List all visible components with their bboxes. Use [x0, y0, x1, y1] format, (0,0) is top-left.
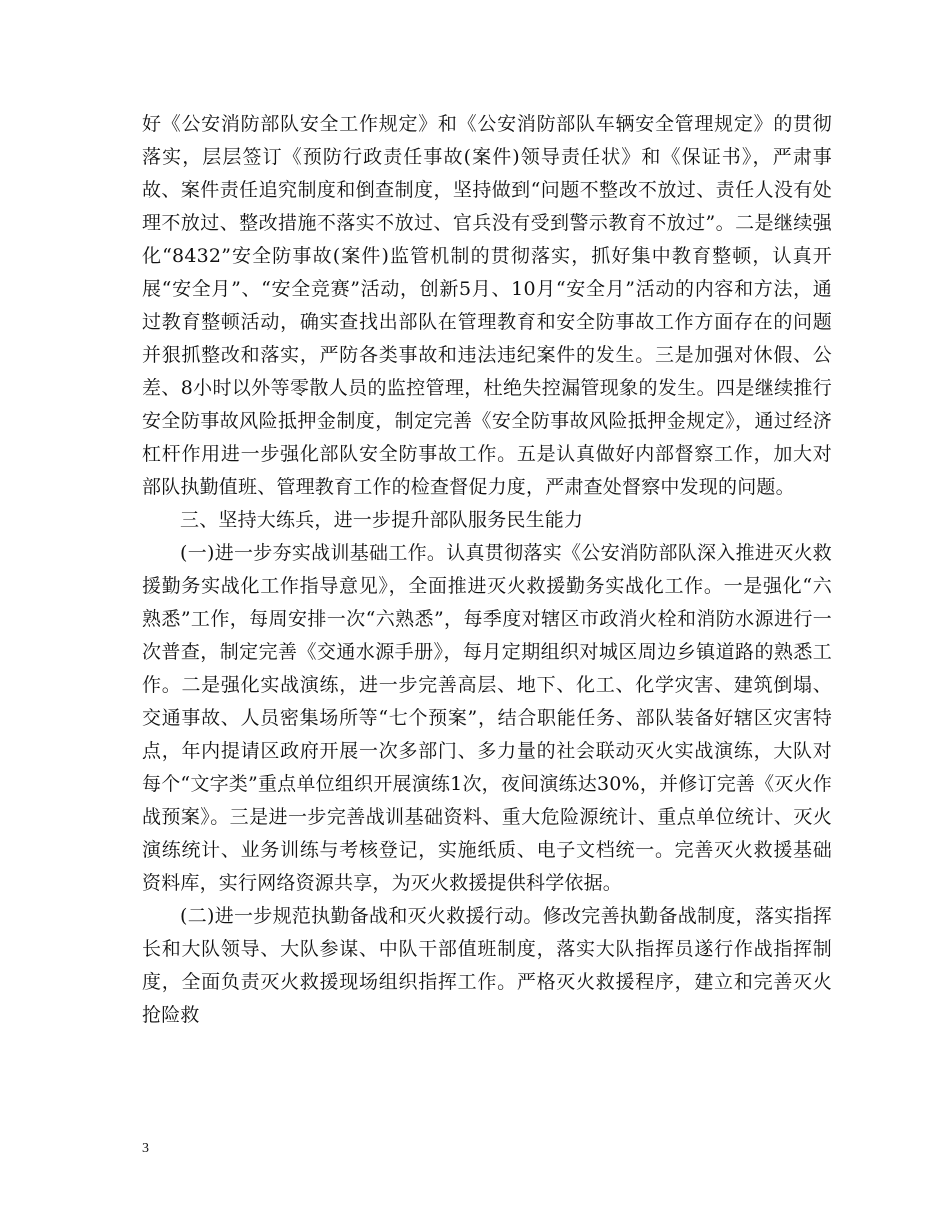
- section-heading: 三、坚持大练兵，进一步提升部队服务民生能力: [180, 509, 584, 531]
- document-body: [142, 108, 832, 1032]
- page-number: 3: [142, 1141, 149, 1156]
- paragraph: (二)进一步规范执勤备战和灭火救援行动。修改完善执勤备战制度，落实指挥长和大队领导、大队参谋、中队干部值班制度，落实大队指挥员遂行作战指挥制度，全面负责灭火救援现场组织指挥工作。严格灭火救援程序，建立和完善灭火抢险救: [142, 905, 832, 1026]
- paragraph: (一)进一步夯实战训基础工作。认真贯彻落实《公安消防部队深入推进灭火救援勤务实战化工作指导意见》，全面推进灭火救援勤务实战化工作。一是强化“六熟悉”工作，每周安排一次“六熟悉”，每季度对辖区市政消火栓和消防水源进行一次普查，制定完善《交通水源手册》，每月定期组织对城区周边乡镇道路的熟悉工作。二是强化实战演练，进一步完善高层、地下、化工、化学灾害、建筑倒塌、交通事故、人员密集场所等“七个预案”，结合职能任务、部队装备好辖区灾害特点，年内提请区政府开展一次多部门、多力量的社会联动灭火实战演练，大队对每个“文字类”重点单位组织开展演练1次，夜间演练达30%，并修订完善《灭火作战预案》。三是进一步完善战训基础资料、重大危险源统计、重点单位统计、灭火演练统计、业务训练与考核登记，实施纸质、电子文档统一。完善灭火救援基础资料库，实行网络资源共享，为灭火救援提供科学依据。: [142, 542, 832, 894]
- paragraph: 好《公安消防部队安全工作规定》和《公安消防部队车辆安全管理规定》的贯彻落实，层层签订《预防行政责任事故(案件)领导责任状》和《保证书》，严肃事故、案件责任追究制度和倒查制度，坚持做到“问题不整改不放过、责任人没有处理不放过、整改措施不落实不放过、官兵没有受到警示教育不放过”。二是继续强化“8432”安全防事故(案件)监管机制的贯彻落实，抓好集中教育整顿，认真开展“安全月”、“安全竞赛”活动，创新5月、10月“安全月”活动的内容和方法，通过教育整顿活动，确实查找出部队在管理教育和安全防事故工作方面存在的问题并狠抓整改和落实，严防各类事故和违法违纪案件的发生。三是加强对休假、公差、8小时以外等零散人员的监控管理，杜绝失控漏管现象的发生。四是继续推行安全防事故风险抵押金制度，制定完善《安全防事故风险抵押金规定》，通过经济杠杆作用进一步强化部队安全防事故工作。五是认真做好内部督察工作，加大对部队执勤值班、管理教育工作的检查督促力度，严肃查处督察中发现的问题。: [142, 113, 832, 498]
